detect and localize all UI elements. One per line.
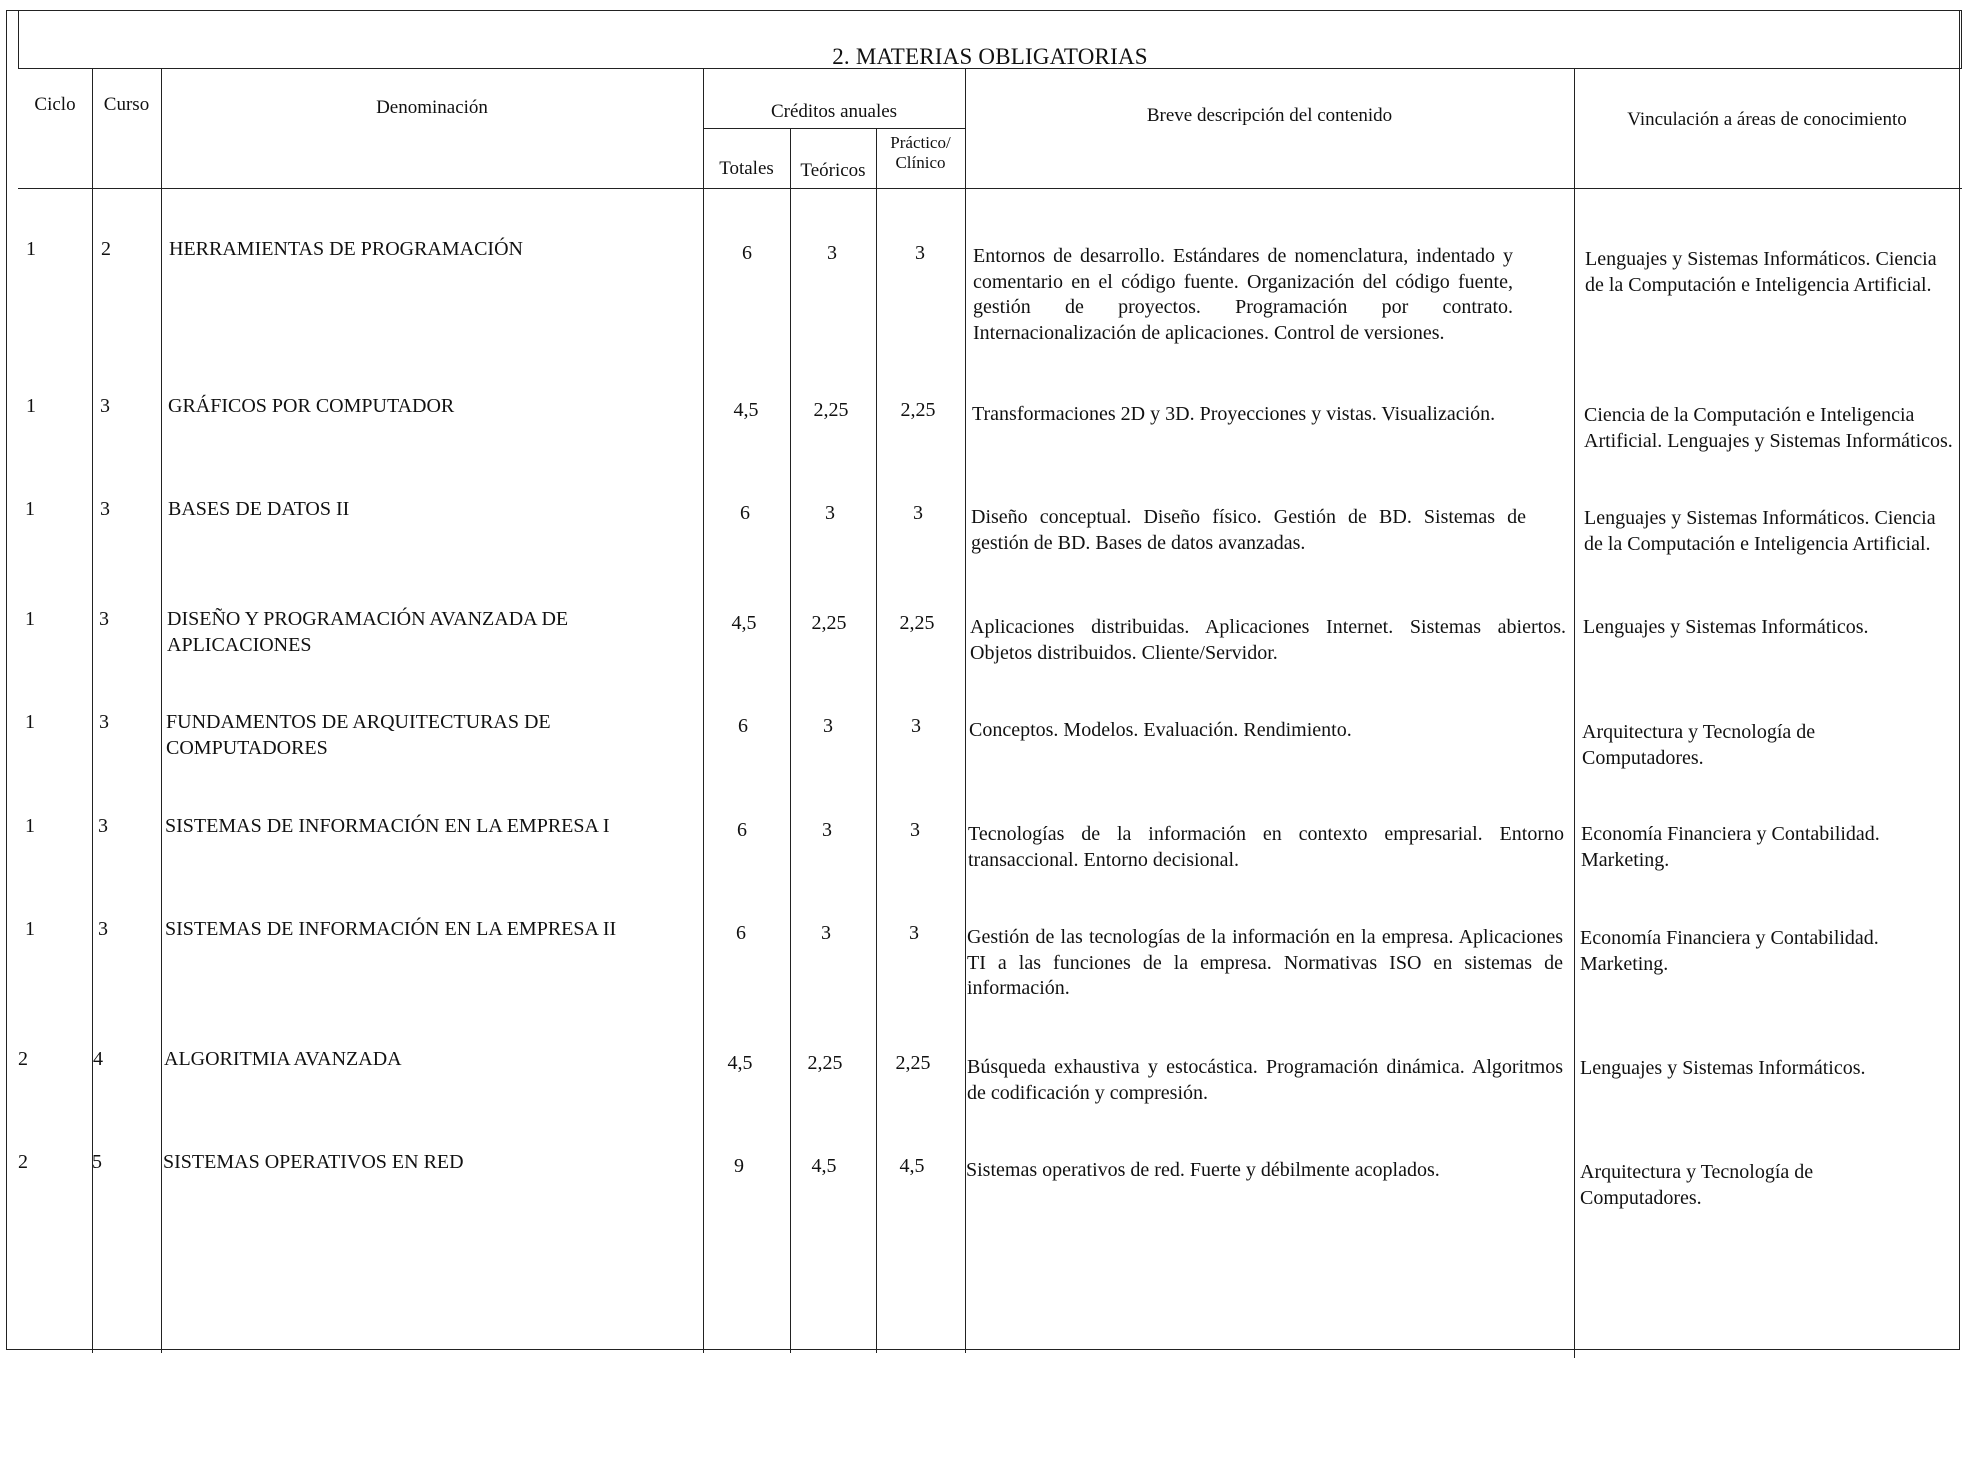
row6-totales: 6: [737, 819, 747, 841]
row2-totales: 4,5: [733, 399, 759, 421]
row9-denominacion: SISTEMAS OPERATIVOS EN RED: [163, 1151, 464, 1173]
row7-ciclo: 1: [25, 918, 35, 940]
row3-denominacion: BASES DE DATOS II: [168, 498, 350, 520]
row1-curso: 2: [101, 238, 111, 260]
col-line-descripcion: [1574, 68, 1575, 1358]
row9-totales: 9: [734, 1155, 744, 1177]
row3-totales: 6: [740, 502, 750, 524]
row9-curso: 5: [92, 1151, 102, 1173]
row3-practico: 3: [913, 502, 923, 524]
row6-vinculacion: Economía Financiera y Contabilidad. Marketing.: [1581, 823, 1880, 871]
row5-practico: 3: [911, 715, 921, 737]
row4-totales: 4,5: [731, 612, 757, 634]
row1-totales: 6: [742, 242, 752, 264]
row1-denominacion: HERRAMIENTAS DE PROGRAMACIÓN: [169, 238, 523, 260]
row4-denominacion: DISEÑO Y PROGRAMACIÓN AVANZADA DE APLICACIONES: [167, 608, 569, 656]
header-practico: [876, 133, 965, 173]
row8-vinculacion: Lenguajes y Sistemas Informáticos.: [1580, 1057, 1866, 1079]
row7-totales: 6: [736, 922, 746, 944]
row6-curso: 3: [98, 815, 108, 837]
row9-vinculacion: Arquitectura y Tecnología de Computadores.: [1580, 1161, 1814, 1209]
row4-teoricos: 2,25: [811, 612, 847, 634]
row9-descripcion: Sistemas operativos de red. Fuerte y débilmente acoplados.: [966, 1159, 1440, 1181]
header-practico-line1: Práctico/: [890, 133, 951, 152]
row4-vinculacion: Lenguajes y Sistemas Informáticos.: [1583, 616, 1869, 638]
row2-denominacion: GRÁFICOS POR COMPUTADOR: [168, 395, 455, 417]
row8-ciclo: 2: [18, 1048, 28, 1070]
row9-practico: 4,5: [899, 1155, 925, 1177]
row4-practico: 2,25: [899, 612, 935, 634]
row8-descripcion: Búsqueda exhaustiva y estocástica. Programación dinámica. Algoritmos de codificación y compresión.: [967, 1056, 1563, 1104]
row4-descripcion: Aplicaciones distribuidas. Aplicaciones Internet. Sistemas abiertos. Objetos distribuidos. Cliente/Servidor.: [970, 616, 1566, 664]
row7-curso: 3: [98, 918, 108, 940]
row7-vinculacion: Economía Financiera y Contabilidad. Marketing.: [1580, 927, 1879, 975]
row1-practico: 3: [915, 242, 925, 264]
row9-teoricos: 4,5: [811, 1155, 837, 1177]
row3-teoricos: 3: [825, 502, 835, 524]
row3-vinculacion: Lenguajes y Sistemas Informáticos. Ciencia de la Computación e Inteligencia Artificial.: [1584, 507, 1936, 555]
row1-descripcion: Entornos de desarrollo. Estándares de nomenclatura, indentado y comentario en el código fuente. Organización del código fuente, gestión de proyectos. Programación por contrato. Internacionalización de aplicaciones. Control de versiones.: [973, 245, 1513, 344]
header-descripcion: Breve descripción del contenido: [1146, 105, 1393, 126]
header-ciclo: Ciclo: [34, 94, 76, 115]
row5-curso: 3: [99, 711, 109, 733]
row3-ciclo: 1: [25, 498, 35, 520]
header-denominacion: Denominación: [376, 97, 488, 118]
title-band: [18, 10, 1962, 68]
row8-denominacion: ALGORITMIA AVANZADA: [164, 1048, 402, 1070]
row1-vinculacion: Lenguajes y Sistemas Informáticos. Ciencia de la Computación e Inteligencia Artificial.: [1585, 248, 1937, 296]
row6-descripcion: Tecnologías de la información en contexto empresarial. Entorno transaccional. Entorno decisional.: [968, 823, 1564, 871]
header-practico-line2: Clínico: [895, 153, 946, 172]
row2-ciclo: 1: [26, 395, 36, 417]
row8-teoricos: 2,25: [807, 1052, 843, 1074]
row5-denominacion: FUNDAMENTOS DE ARQUITECTURAS DE COMPUTADORES: [166, 711, 551, 759]
row4-curso: 3: [99, 608, 109, 630]
row8-totales: 4,5: [727, 1052, 753, 1074]
header-vinculacion: Vinculación a áreas de conocimiento: [1627, 109, 1907, 130]
row5-totales: 6: [738, 715, 748, 737]
header-teoricos: Teóricos: [800, 160, 866, 181]
row8-curso: 4: [93, 1048, 103, 1070]
col-line-curso: [161, 68, 162, 1353]
row2-vinculacion: Ciencia de la Computación e Inteligencia Artificial. Lenguajes y Sistemas Informáticos.: [1584, 404, 1953, 452]
row2-descripcion: Transformaciones 2D y 3D. Proyecciones y vistas. Visualización.: [972, 403, 1496, 425]
row2-curso: 3: [100, 395, 110, 417]
row6-practico: 3: [910, 819, 920, 841]
row1-ciclo: 1: [26, 238, 36, 260]
row5-ciclo: 1: [25, 711, 35, 733]
header-bottom-line: [18, 188, 1962, 189]
row4-ciclo: 1: [25, 608, 35, 630]
row7-denominacion: SISTEMAS DE INFORMACIÓN EN LA EMPRESA II: [165, 918, 617, 940]
row8-practico: 2,25: [895, 1052, 931, 1074]
row6-teoricos: 3: [822, 819, 832, 841]
header-curso: Curso: [103, 94, 150, 115]
row7-teoricos: 3: [821, 922, 831, 944]
row3-descripcion: Diseño conceptual. Diseño físico. Gestión de BD. Sistemas de gestión de BD. Bases de datos avanzadas.: [971, 506, 1526, 554]
row3-curso: 3: [100, 498, 110, 520]
row9-ciclo: 2: [18, 1151, 28, 1173]
header-creditos: Créditos anuales: [770, 101, 898, 122]
header-top-line: [18, 68, 1962, 69]
row5-descripcion: Conceptos. Modelos. Evaluación. Rendimiento.: [969, 719, 1352, 741]
table-title: 2. MATERIAS OBLIGATORIAS: [832, 44, 1148, 69]
row2-teoricos: 2,25: [813, 399, 849, 421]
row2-practico: 2,25: [900, 399, 936, 421]
row6-ciclo: 1: [25, 815, 35, 837]
table-frame: [6, 10, 1960, 1350]
row5-vinculacion: Arquitectura y Tecnología de Computadores.: [1582, 721, 1816, 769]
row7-descripcion: Gestión de las tecnologías de la información en la empresa. Aplicaciones TI a las funciones de la empresa. Normativas ISO en sistemas de información.: [967, 926, 1563, 999]
row6-denominacion: SISTEMAS DE INFORMACIÓN EN LA EMPRESA I: [165, 815, 610, 837]
row7-practico: 3: [909, 922, 919, 944]
header-totales: Totales: [719, 158, 774, 179]
creditos-subheader-line: [703, 128, 965, 129]
row1-teoricos: 3: [827, 242, 837, 264]
row5-teoricos: 3: [823, 715, 833, 737]
